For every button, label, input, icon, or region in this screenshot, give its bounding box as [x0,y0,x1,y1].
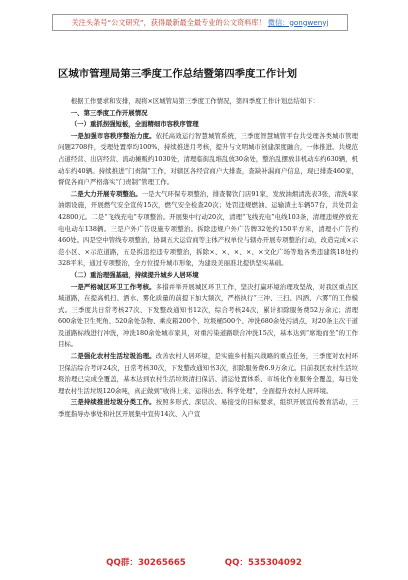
footer-qq: QQ：535304092 [224,558,302,568]
header-banner [52,14,348,31]
intro-paragraph: 根据工作要求和安排，现将×区城管局第三季度工作情况，第四季度工作计划总结如下： [70,97,319,105]
paragraph-1 [58,131,358,189]
paragraph-2 [58,189,358,270]
paragraph-3-text: 多措并举开展城区环卫工作，坚决打赢环境治理攻坚战，对我区重点区域道路，在提高机扫、洒水、雾化质量的前提下加大频次，严格执行“三冲、三扫、四洒、六雾”的工作模式。三季度共日常考核27次、下发整改通知书12次，综合考核24次，累计扣除服务费52万余元；清理600余处卫生死角、520余处杂物、乘皮箱200个、垃圾桶500个、冲洗680余处污渍点，对20条主次干道及道路标线进行冲洗，冲洗180余处城市家具，对重污染道路联合冲洗15次，基本达到“席地而坐”的工作目标。 [58,282,359,349]
footer-qq-group: QQ群：30265665 [106,558,186,568]
footer-contact [0,556,408,568]
paragraph-3-lead: 一是严格城区环卫工作考核。 [70,282,156,291]
subsection-heading-1: （一）重抓拐强短板，全面精细市容秩序管理 [70,120,199,129]
banner-text: 关注头条号“公文研究”，获得最新最全最专业的公文资料库！ [71,17,266,27]
paragraph-4-text: 改善农村人居环境，是实施乡村振兴战略的重点任务，三季度对农村环卫保洁综合考评24次，日常考核30次，下发整改通知书3次，扣除服务费6.9万余元。目前我区农村生活垃圾治理已完成全覆盖，基本达到农村生活垃圾清扫保洁、清运处置体系、市场化作业服务全覆盖，每日处理农村生活垃圾120余吨，真正做到“收得上来、运得出去、科学处理”，全面提升农村人居环境。 [58,352,359,395]
section-heading-1: 一、第三季度工作开展情况 [70,108,148,117]
paragraph-3 [58,282,358,352]
paragraph-4-lead: 二是强化农村生活垃圾治理。 [70,352,156,361]
wechat-link[interactable]: 微信：gongwenyj [267,17,329,27]
paragraph-5-lead: 三是持续推进垃圾分类工作。 [70,398,156,407]
paragraph-2-text: 一是大气环保专项整治，排查餐饮门店91家，发放油烟清洗表3张，清洗4家油烟设施，开展燃气安全宣传15次，燃气安全检查20次；处罚违规燃油、运输渣土车辆57台，共处罚金42800元。二是“飞线充电”专项整治。开展集中行动20次，清理“飞线充电”电线103条，清理违规停放充电电动车138辆。三是户外广告设施专项整治。拆除违规户外广告牌32处约150平方米，清理小广告约460处。四是空中管线专项整治，协调五大运营商等主体产权单位与辖办开展专项整治行动，改造完成×示范小区、×示范道路，五是拆违控违专项整治，拆除×、×、×、×、×文化广场等地各类违建筑18处约328平米，通过专项整治，全方位提升城市形象，为建设美丽准北提供坚实基础。 [58,189,359,268]
document-title: 区城市管理局第三季度工作总结暨第四季度工作计划 [58,68,297,80]
paragraph-1-lead: 一是加强市容秩序整治力度。 [70,131,156,140]
paragraph-2-lead: 二是大力开展专项整治。 [70,189,142,198]
paragraph-1-text: 依托高效运行智慧城管系统，三季度智慧城管平台共受理各类城市管理问题2708件，受理处置率均100%，持续推进月考核，提升与文明城市创建深度融合，一体推进。共规范占道经营、出店经营、流动摊贩约1030处，清理临街乱堆乱放30余处，整治乱摆放非机动车约630辆，机动车约40辆。持续推进“门责制”工作，对辖区各经营商户大排查，查缺补漏商户信息，现已排查460家，督促各商户严格落实“门责制”管理工作。 [58,131,359,187]
paragraph-5-text: 按照多形式、深层次、易接受的目标要求，组织开展宣传教育活动，三季度指导办事处和社区开展集中宣传14次、入户宣 [58,398,359,419]
document-body [58,96,358,421]
subsection-heading-2: （二）重治理强基础，持续提升城乡人居环境 [70,270,199,279]
paragraph-5 [58,397,358,420]
paragraph-4 [58,351,358,397]
